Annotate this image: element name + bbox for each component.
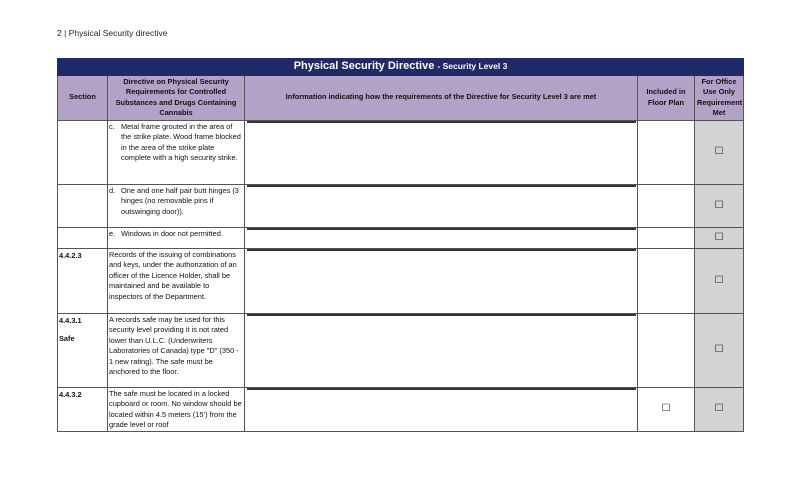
table-title-sub: - Security Level 3: [437, 61, 508, 71]
section-number: 4.4.2.3: [59, 250, 82, 260]
section-number: 4.4.3.1: [59, 315, 82, 325]
item-letter: c.: [109, 121, 115, 131]
directive-cell: [108, 227, 245, 248]
requirement-met-checkbox[interactable]: ☐: [714, 344, 724, 356]
floor-plan-cell: [638, 120, 695, 184]
requirement-met-checkbox[interactable]: ☐: [714, 274, 724, 286]
table-row: [58, 313, 744, 387]
table-row: [58, 184, 744, 227]
table-row: [58, 120, 744, 184]
directive-cell: [108, 248, 245, 313]
info-cell: [245, 248, 638, 313]
page-number: 2: [57, 28, 62, 38]
floor-plan-cell: [638, 184, 695, 227]
office-cell: [695, 184, 744, 227]
information-input[interactable]: [247, 388, 636, 390]
requirement-met-checkbox[interactable]: ☐: [714, 231, 724, 243]
section-cell: [58, 184, 108, 227]
information-input[interactable]: [247, 314, 636, 316]
office-cell: [695, 120, 744, 184]
table-row: [58, 227, 744, 248]
table-title: [58, 59, 744, 76]
section-cell: [58, 313, 108, 387]
column-header-section: Section: [58, 75, 108, 120]
floor-plan-cell: [638, 313, 695, 387]
directive-text: Windows in door not permitted.: [121, 228, 223, 238]
information-input[interactable]: [247, 249, 636, 251]
requirement-met-checkbox[interactable]: ☐: [714, 199, 724, 211]
information-input[interactable]: [247, 185, 636, 187]
floor-plan-checkbox[interactable]: ☐: [661, 403, 671, 415]
table-row: [58, 248, 744, 313]
directive-text: Metal frame grouted in the area of the strike plate. Wood frame blocked in the area of the strike plate complete with a high security strike.: [121, 121, 241, 163]
document-title: Physical Security directive: [68, 28, 168, 38]
floor-plan-cell: [638, 387, 695, 431]
table-title-main: Physical Security Directive: [293, 60, 435, 72]
header-separator: |: [64, 28, 67, 38]
info-cell: [245, 227, 638, 248]
floor-plan-cell: [638, 248, 695, 313]
requirement-met-checkbox[interactable]: ☐: [714, 146, 724, 158]
column-header-office: For Office Use Only Requirement Met: [695, 75, 744, 120]
directive-text: A records safe may be used for this security level providing it is not rated lower than U.L.C. (Underwriters Laboratories of Canada) type "D" (350 - 1 new rating). The safe must be anchored to the floor.: [109, 314, 239, 377]
directive-cell: [108, 313, 245, 387]
info-cell: [245, 184, 638, 227]
information-input[interactable]: [247, 228, 636, 230]
section-cell: [58, 227, 108, 248]
info-cell: [245, 313, 638, 387]
column-header-directive: Directive on Physical Security Requirements for Controlled Substances and Drugs Containing Cannabis: [108, 75, 245, 120]
requirement-met-checkbox[interactable]: ☐: [714, 403, 724, 415]
floor-plan-cell: [638, 227, 695, 248]
directive-text: The safe must be located in a locked cupboard or room. No window should be located within 4.5 meters (15’) from the grade level or roof: [109, 388, 242, 430]
office-cell: [695, 387, 744, 431]
info-cell: [245, 120, 638, 184]
column-header-included: Included in Floor Plan: [638, 75, 695, 120]
section-number: 4.4.3.2: [59, 389, 82, 399]
office-cell: [695, 313, 744, 387]
office-cell: [695, 227, 744, 248]
table-row: [58, 387, 744, 431]
directive-cell: [108, 184, 245, 227]
section-label: Safe: [59, 334, 75, 344]
directive-text: Records of the issuing of combinations and keys, under the authorization of an officer of the Licence Holder, shall be maintained and be available to inspectors of the Department.: [109, 249, 237, 301]
directive-cell: [108, 120, 245, 184]
section-cell: [58, 120, 108, 184]
directive-table: [57, 58, 744, 432]
info-cell: [245, 387, 638, 431]
directive-cell: [108, 387, 245, 431]
office-cell: [695, 248, 744, 313]
information-input[interactable]: [247, 121, 636, 123]
page-header: [57, 28, 167, 38]
section-cell: [58, 387, 108, 431]
item-letter: d.: [109, 185, 116, 195]
directive-text: One and one half pair butt hinges (3 hinges (no removable pins if outswinging door)).: [121, 185, 239, 216]
column-header-information: Information indicating how the requirements of the Directive for Security Level 3 are met: [245, 75, 638, 120]
section-cell: [58, 248, 108, 313]
item-letter: e.: [109, 228, 116, 238]
